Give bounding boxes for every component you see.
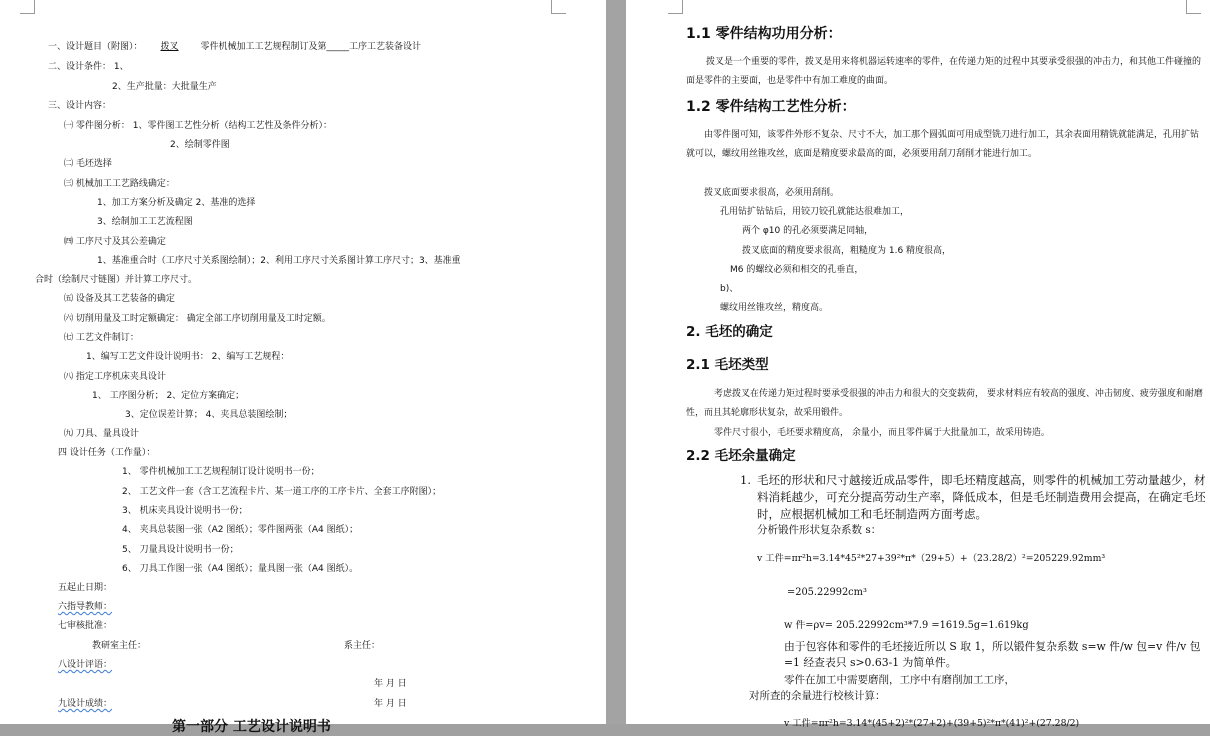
list-number-1: 1. [740,473,751,487]
design-content-heading: 三、设计内容： [48,101,112,111]
grade-date-line: 年 月 日 [374,699,407,709]
coaxial-holes-note: 两个 φ10 的孔必须要满足同轴， [742,226,874,236]
corner-mark-top-left [20,0,35,14]
content-item-3-sub-a: 1、加工方案分析及确定 2、基准的选择 [97,198,256,208]
paragraph-blank-allowance: 毛坯的形状和尺寸越接近成品零件，即毛坯精度越高，则零件的机械加工劳动量越少，材料消耗越少，可充分提高劳动生产率，降低成本，但是毛坯制造费用会提高，在确定毛坯时，应根据机械加工和毛坯制造两方面考虑。 [757,473,1206,521]
bottom-face-note: 拨叉底面要求很高，必须用刮削。 [704,188,840,198]
content-item-1: ㈠ 零件图分析： 1、零件图工艺性分析（结构工艺性及条件分析）： [64,121,332,131]
content-item-2: ㈡ 毛坯选择 [64,159,112,169]
dept-director-label: 教研室主任： [92,641,147,651]
instructor-label: 六指导教师： [58,602,113,612]
design-tasks-heading: 四 设计任务（工作量）： [58,448,156,458]
heading-2: 2. 毛坯的确定 [686,324,773,340]
item-b-label: b)、 [720,284,739,294]
start-end-date-label: 五起止日期： [58,583,113,593]
content-item-7: ㈦ 工艺文件制订： [64,333,139,343]
corner-mark-top-left [668,0,683,14]
content-item-8: ㈧ 指定工序机床夹具设计 [64,372,166,382]
design-grade-label: 九设计成绩： [58,699,113,709]
task-item-1: 1、 零件机械加工工艺规程制订设计说明书一份； [122,467,320,477]
paragraph-casting-choice: 零件尺寸很小，毛坯要求精度高， 余量小，而且零件属于大批量加工，故采用铸造。 [714,428,1050,438]
content-item-3: ㈢ 机械加工工艺路线确定： [64,179,175,189]
task-item-5: 5、 刀量具设计说明书一份； [122,545,239,555]
complexity-coefficient-line: 分析锻件形状复杂系数 s： [757,524,882,536]
thread-tapping-note: 螺纹用丝锥攻丝，精度高。 [720,303,829,313]
task-item-4: 4、 夹具总装图一张（A2 图纸）；零件图两张（A4 图纸）； [122,525,359,535]
formula-weight: w 件=ρv= 205.22992cm³*7.9 =1619.5g=1.619kg [784,620,1029,631]
task-item-2: 2、 工艺文件一套（含工艺流程卡片、某一道工序的工序卡片、全套工序附图）； [122,487,442,497]
paragraph-function-analysis: 拨叉是一个重要的零件，拨叉是用来将机器运转速率的零件，在传递力矩的过程中其要承受很强的冲击力，和其他工件碰撞的面是零件的主要面，也是零件中有加工难度的曲面。 [686,57,1202,86]
paragraph-simple-part: 由于包容体和零件的毛坯接近所以 S 取 1，所以锻件复杂系数 s=w 件/w 包=v 件/v 包=1 经查表只 s>0.63-1 为简单件。 [784,640,1201,669]
paragraph-blank-type: 考虑拨叉在传递力矩过程时要承受很强的冲击力和很大的交变载荷， 要求材料应有较高的强度、冲击韧度、疲劳强度和耐磨性，而且其轮廓形状复杂，故采用锻件。 [686,389,1203,418]
allowance-check-line: 对所查的余量进行校核计算： [749,690,886,702]
design-title-line: 一、设计题目（附图）： 拨叉 零件机械加工工艺规程制订及第_____工序工艺装备设计 [48,42,422,52]
content-item-4-sub-cont: 合时（绘制尺寸链图）并计算工序尺寸。 [35,275,198,285]
formula-volume-result: =205.22992cm³ [787,587,867,598]
content-item-9: ㈨ 刀具、量具设计 [64,429,139,439]
task-item-6: 6、 刀具工作图一张（A4 图纸）；量具图一张（A4 图纸）。 [122,564,359,574]
content-item-1-sub: 2、绘制零件图 [170,140,230,150]
corner-mark-top-right [551,0,566,14]
content-item-4: ㈣ 工序尺寸及其公差确定 [64,237,166,247]
faculty-director-label: 系主任： [344,641,381,651]
page-gutter [606,0,626,724]
formula-volume-check: v 工件=πr²h=3.14*(45+2)²*(27+2)+(39+5)²*π*(41)²+(27.28/2) [784,718,1080,729]
content-item-7-sub: 1、编写工艺文件设计说明书： 2、编写工艺规程： [86,352,290,362]
paragraph-process-analysis: 由零件图可知，该零件外形不复杂、尺寸不大，加工那个圆弧面可用成型铣刀进行加工，其余表面用精铣就能满足，孔用扩钻就可以，螺纹用丝锥攻丝，底面是精度要求最高的面，必须要用刮刀刮削才能进行加工。 [686,130,1200,159]
hole-drilling-note: 孔用钻扩钻钻后，用铰刀铰孔就能达很难加工， [720,207,910,217]
grinding-note: 零件在加工中需要磨削，工序中有磨削加工工序， [784,674,1015,686]
heading-2-2: 2.2 毛坯余量确定 [686,448,796,464]
content-item-4-sub: 1、基准重合时（工序尺寸关系图绘制）；2、利用工序尺寸关系图计算工序尺寸；3、基准重 [97,256,461,266]
content-item-8-sub-b: 3、定位误差计算； 4、夹具总装图绘制； [125,410,293,420]
content-item-6: ㈥ 切削用量及工时定额确定： 确定全部工序切削用量及工时定额。 [64,314,331,324]
production-batch-line: 2、生产批量：大批量生产 [112,82,217,92]
roughness-note: 拨叉底面的精度要求很高，粗糙度为 1.6 精度很高， [742,246,952,256]
content-item-3-sub-b: 3、绘制加工工艺流程图 [97,217,193,227]
content-item-8-sub-a: 1、 工序图分析； 2、定位方案确定； [92,391,245,401]
thread-perpendicular-note: M6 的螺纹必须和相交的孔垂直， [730,265,864,275]
comments-date-line: 年 月 日 [374,679,407,689]
review-approval-label: 七审核批准： [58,621,113,631]
heading-2-1: 2.1 毛坯类型 [686,357,769,373]
corner-mark-top-right [1186,0,1201,14]
task-item-3: 3、 机床夹具设计说明书一份； [122,506,248,516]
formula-volume: v 工件=πr²h=3.14*45²*27+39²*π*（29+5）+（23.28/2）²=205229.92mm³ [757,553,1106,564]
design-conditions-line: 二、设计条件： 1、 [48,62,129,72]
content-item-5: ㈤ 设备及其工艺装备的确定 [64,294,175,304]
part-one-title: 第一部分 工艺设计说明书 [172,719,331,735]
heading-1-2: 1.2 零件结构工艺性分析： [686,99,856,115]
design-comments-label: 八设计评语： [58,660,113,670]
heading-1-1: 1.1 零件结构功用分析： [686,26,842,42]
document-page-right [626,0,1210,729]
